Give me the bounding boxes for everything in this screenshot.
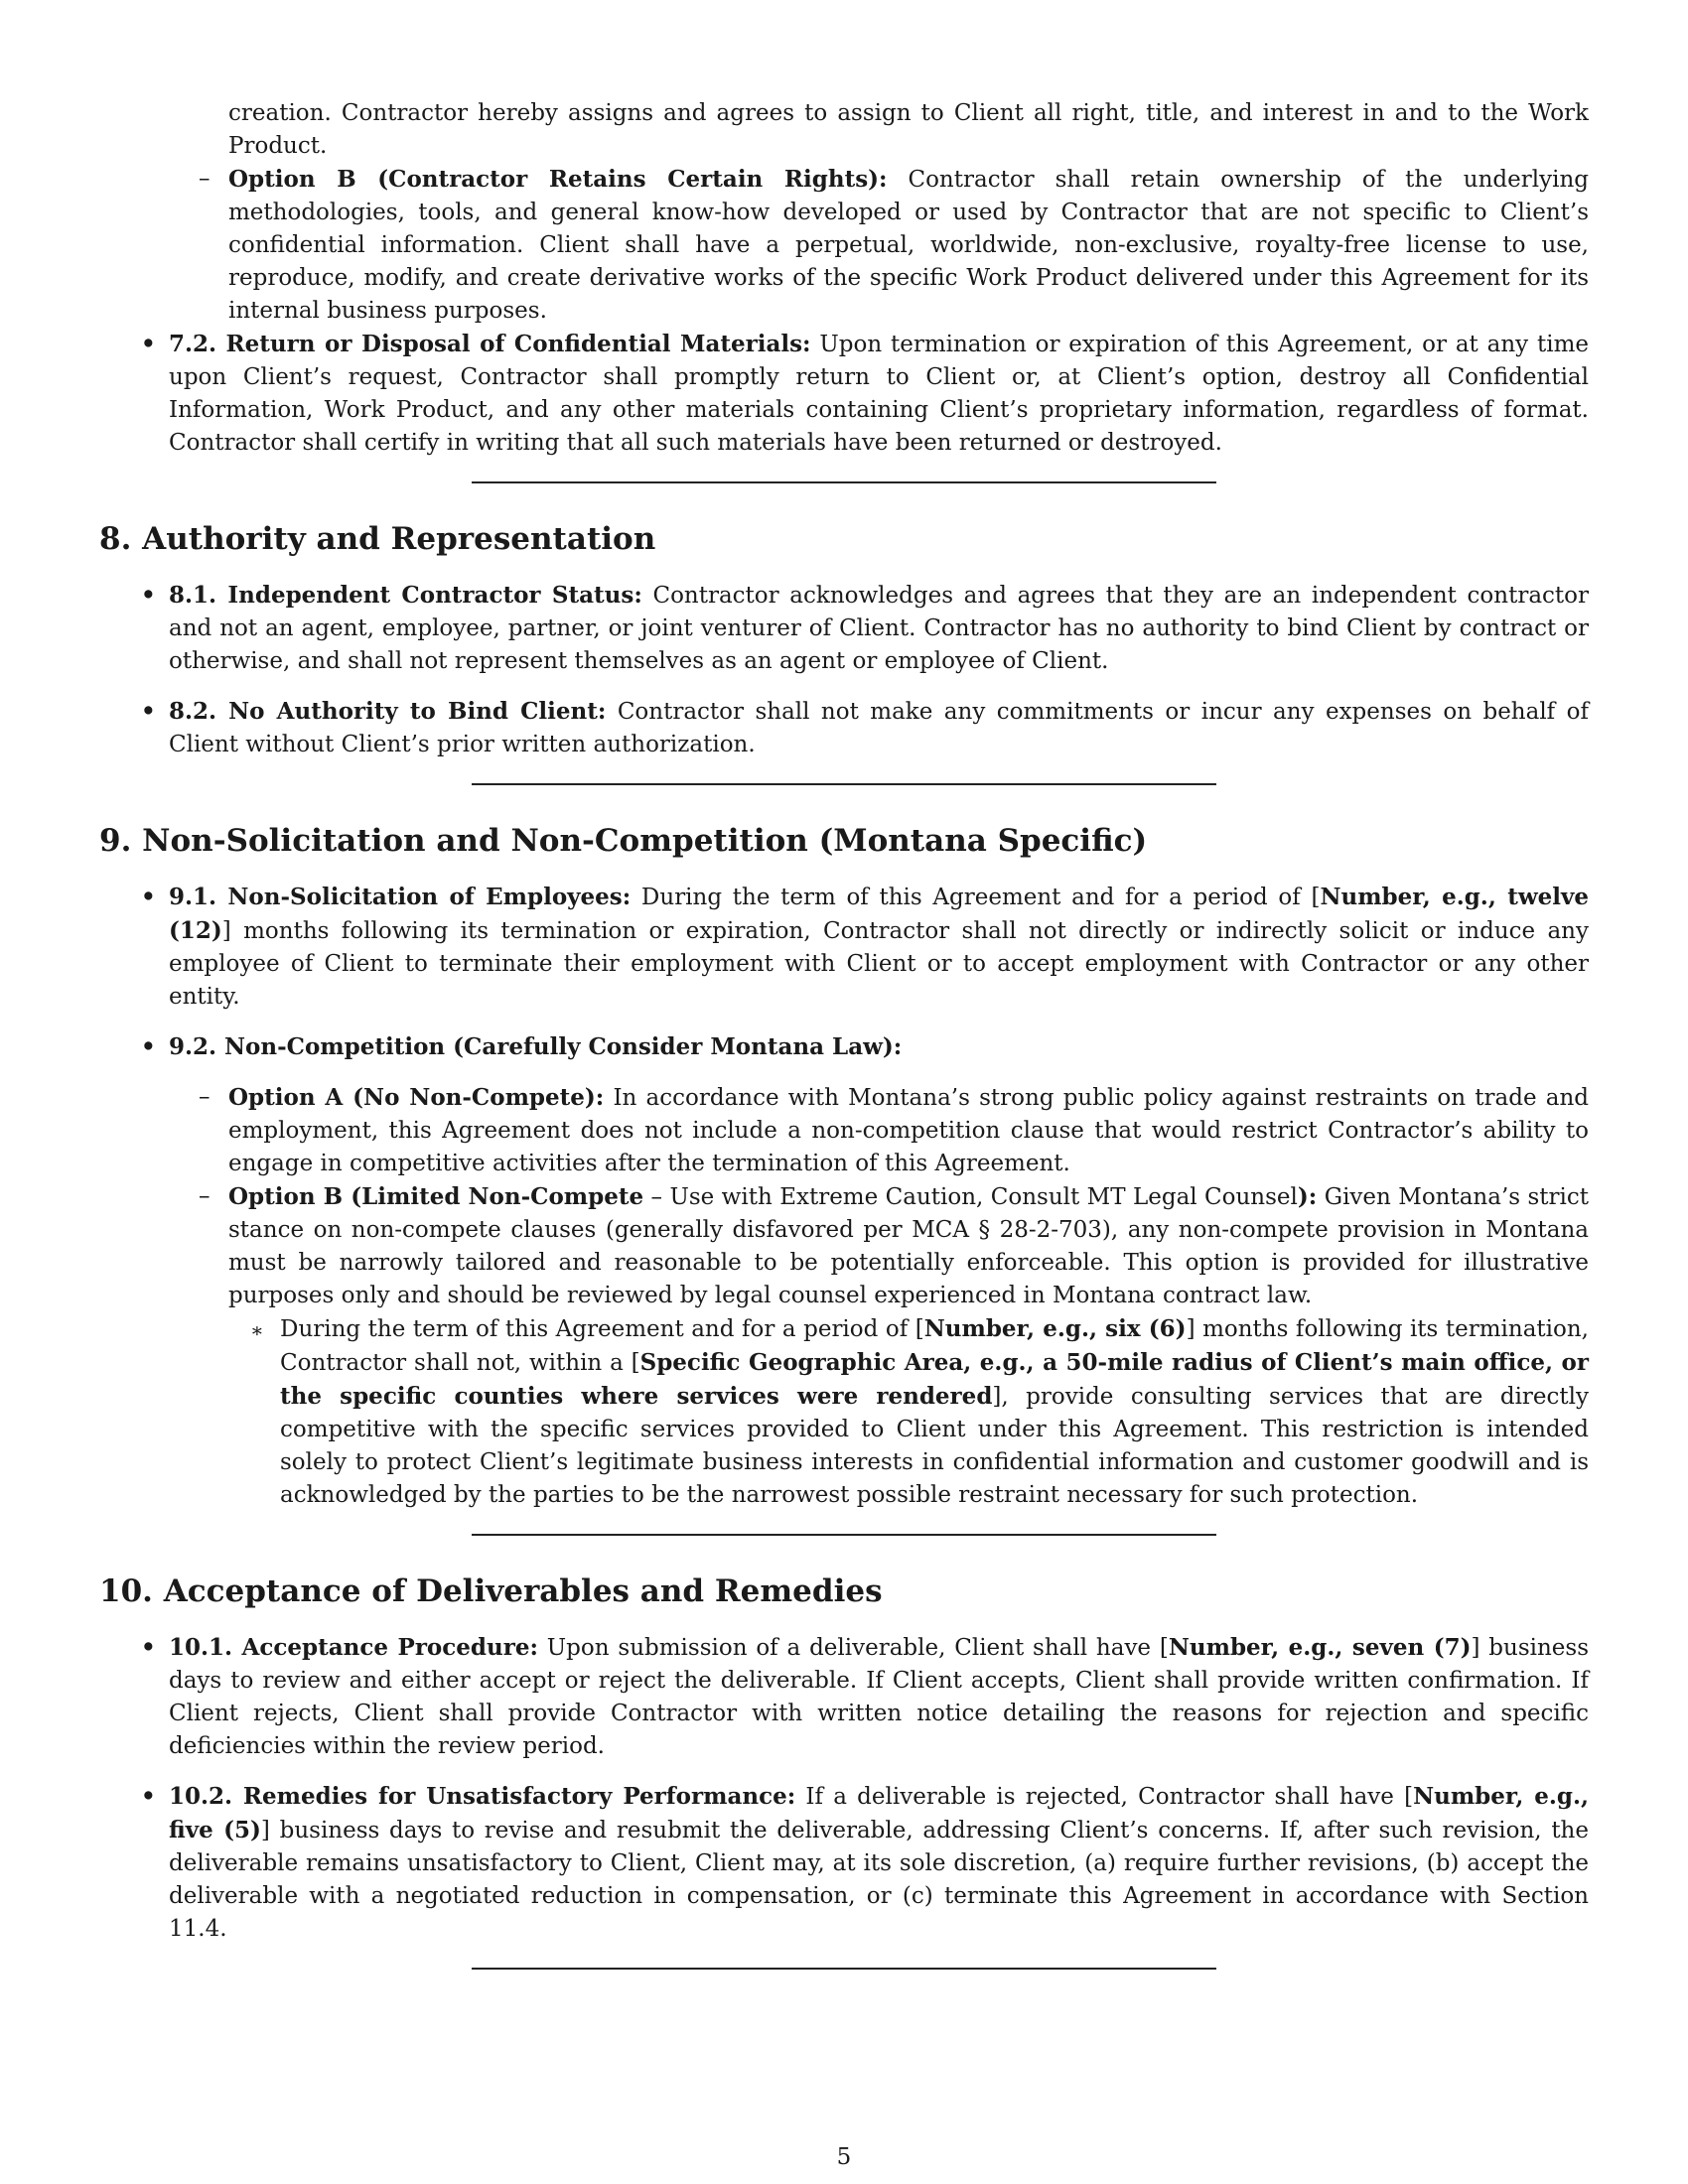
item-8-2-text: Contractor shall not make any commitments or incur any expenses on behalf of Client without Client’s prior written authorization. (169, 699, 1589, 757)
option-b-item (199, 1180, 1590, 1512)
option-a-label: Option A (No Non-Compete): (228, 1084, 605, 1111)
item-9-2-options (169, 1081, 1589, 1512)
dash-marker: – (199, 1183, 211, 1209)
option-b-subitems (228, 1312, 1589, 1512)
item-9-2 (141, 1030, 1590, 1512)
item-9-1 (141, 881, 1589, 1014)
bullet-marker: • (141, 331, 156, 357)
subitem-text-2: ] months following its termination, Contractor shall not, within a [ (280, 1316, 1589, 1376)
item-8-1-text: Contractor acknowledges and agrees that they are an independent contractor and not an agent, employee, partner, or joint venturer of Client. Contractor has no authority to bind Client by contract or otherwise, and shall not represent themselves as an agent or employee of Client. (169, 583, 1589, 674)
item-9-1-label: 9.1. Non-Solicitation of Employees: (169, 884, 632, 910)
section-10-heading: 10. Acceptance of Deliverables and Remedies (99, 1573, 883, 1609)
bullet-marker: • (141, 1783, 156, 1810)
subitem-placeholder-2: Specific Geographic Area, e.g., a 50-mile radius of Client’s main office, or the specific counties where services were rendered (280, 1349, 1589, 1410)
option-b-text: Contractor shall retain ownership of the underlying methodologies, tools, and general know-how developed or used by Contractor that are not specific to Client’s confidential information. Client shall have a perpetual, worldwide, non-exclusive, royalty-free license to use, reproduce, modify, and create derivative works of the specific Work Product delivered under this Agreement for its internal business purposes. (228, 167, 1590, 324)
item-10-2-label: 10.2. Remedies for Unsatisfactory Performance: (169, 1783, 796, 1810)
option-b-text: Given Montana’s strict stance on non-compete clauses (generally disfavored per MCA § 28-2-703), any non-compete provision in Montana must be narrowly tailored and reasonable to be potentially enforceable. This option is provided for illustrative purposes only and should be reviewed by legal counsel experienced in Montana contract law. (228, 1184, 1590, 1308)
item-9-1-text: During the term of this Agreement and for a period of [ (631, 885, 1321, 910)
section-9-heading: 9. Non-Solicitation and Non-Competition (Montana Specific) (99, 823, 1148, 859)
option-b-label: Option B (Limited Non-Compete (228, 1183, 644, 1210)
section-divider (472, 1968, 1216, 1970)
option-a-text: In accordance with Montana’s strong public policy against restraints on trade and employment, this Agreement does not include a non-competition clause that would restrict Contractor’s ability to engage in competitive activities after the termination of this Agreement. (228, 1085, 1589, 1176)
section-divider (472, 481, 1216, 483)
section-7-1-options (99, 163, 1589, 328)
subitem-placeholder-1: Number, e.g., six (6) (923, 1315, 1187, 1342)
section-9-list (99, 881, 1589, 1512)
section-10-list (99, 1631, 1589, 1946)
option-b-label-end: ): (1297, 1183, 1318, 1210)
option-b-label: Option B (Contractor Retains Certain Rights): (228, 166, 888, 193)
bullet-marker: • (141, 698, 156, 725)
dash-marker: – (199, 1084, 211, 1110)
dash-marker: – (199, 166, 211, 192)
asterisk-marker: ∗ (250, 1318, 264, 1342)
bullet-marker: • (141, 884, 156, 910)
bullet-marker: • (141, 1634, 156, 1661)
item-8-1-label: 8.1. Independent Contractor Status: (169, 582, 642, 609)
item-7-2 (141, 328, 1589, 460)
item-10-2-text-cont: ] business days to revise and resubmit the deliverable, addressing Client’s concerns. If, after such revision, the deliverable remains unsatisfactory to Client, Client may, at its sole discretion, (a) require further revisions, (b) accept the deliverable with a negotiated reduction in compensation, or (c) terminate this Agreement in accordance with Section 11.4. (169, 1818, 1589, 1942)
bullet-marker: • (141, 1033, 156, 1060)
section-8-heading: 8. Authority and Representation (99, 521, 656, 557)
option-b-subitem (250, 1312, 1590, 1512)
option-a-item (199, 1081, 1589, 1180)
section-8-list (99, 579, 1589, 761)
option-b-caution: – Use with Extreme Caution, Consult MT Legal Counsel (643, 1184, 1298, 1210)
section-divider (472, 783, 1216, 785)
item-9-2-label: 9.2. Non-Competition (Carefully Consider Montana Law): (169, 1033, 903, 1060)
item-8-2-label: 8.2. No Authority to Bind Client: (169, 698, 607, 725)
item-8-2 (141, 695, 1589, 761)
page-number: 5 (836, 2144, 852, 2170)
option-a-continuation: creation. Contractor hereby assigns and agrees to assign to Client all right, title, and interest in and to the Work Product. (228, 100, 1589, 159)
item-10-1-text: Upon submission of a deliverable, Client shall have [ (537, 1635, 1169, 1661)
item-10-1 (141, 1631, 1590, 1763)
item-10-1-text-cont: ] business days to review and either accept or reject the deliverable. If Client accepts, Client shall provide written confirmation. If Client rejects, Client shall provide Contractor with written notice detailing the reasons for rejection and specific deficiencies within the review period. (169, 1635, 1590, 1759)
item-10-2-placeholder: Number, e.g., five (5) (169, 1783, 1589, 1843)
item-10-1-label: 10.1. Acceptance Procedure: (169, 1634, 538, 1661)
item-8-1 (141, 579, 1589, 678)
option-b-item (199, 163, 1590, 328)
document-page (99, 97, 1589, 1970)
section-divider (472, 1534, 1216, 1536)
item-10-2-text: If a deliverable is rejected, Contractor shall have [ (795, 1784, 1414, 1810)
item-10-1-placeholder: Number, e.g., seven (7) (1168, 1634, 1472, 1661)
section-7-list (99, 328, 1589, 460)
item-7-2-text: Upon termination or expiration of this Agreement, or at any time upon Client’s request, Contractor shall promptly return to Client or, at Client’s option, destroy all Confidential Information, Work Product, and any other materials containing Client’s proprietary information, regardless of format. Contractor shall certify in writing that all such materials have been returned or destroyed. (169, 332, 1589, 456)
item-9-1-text-cont: ] months following its termination or expiration, Contractor shall not directly or indirectly solicit or induce any employee of Client to terminate their employment with Client or to accept employment with Contractor or any other entity. (169, 918, 1589, 1010)
item-7-2-label: 7.2. Return or Disposal of Confidential Materials: (169, 331, 811, 357)
subitem-text: During the term of this Agreement and for a period of [ (280, 1316, 924, 1342)
bullet-marker: • (141, 582, 156, 609)
item-9-1-placeholder: Number, e.g., twelve (12) (169, 884, 1589, 944)
item-10-2 (141, 1780, 1589, 1946)
subitem-text-3: ], provide consulting services that are directly competitive with the specific services provided to Client under this Agreement. This restriction is intended solely to protect Client’s legitimate business interests in confidential information and customer goodwill and is acknowledged by the parties to be the narrowest possible restraint necessary for such protection. (280, 1384, 1590, 1508)
